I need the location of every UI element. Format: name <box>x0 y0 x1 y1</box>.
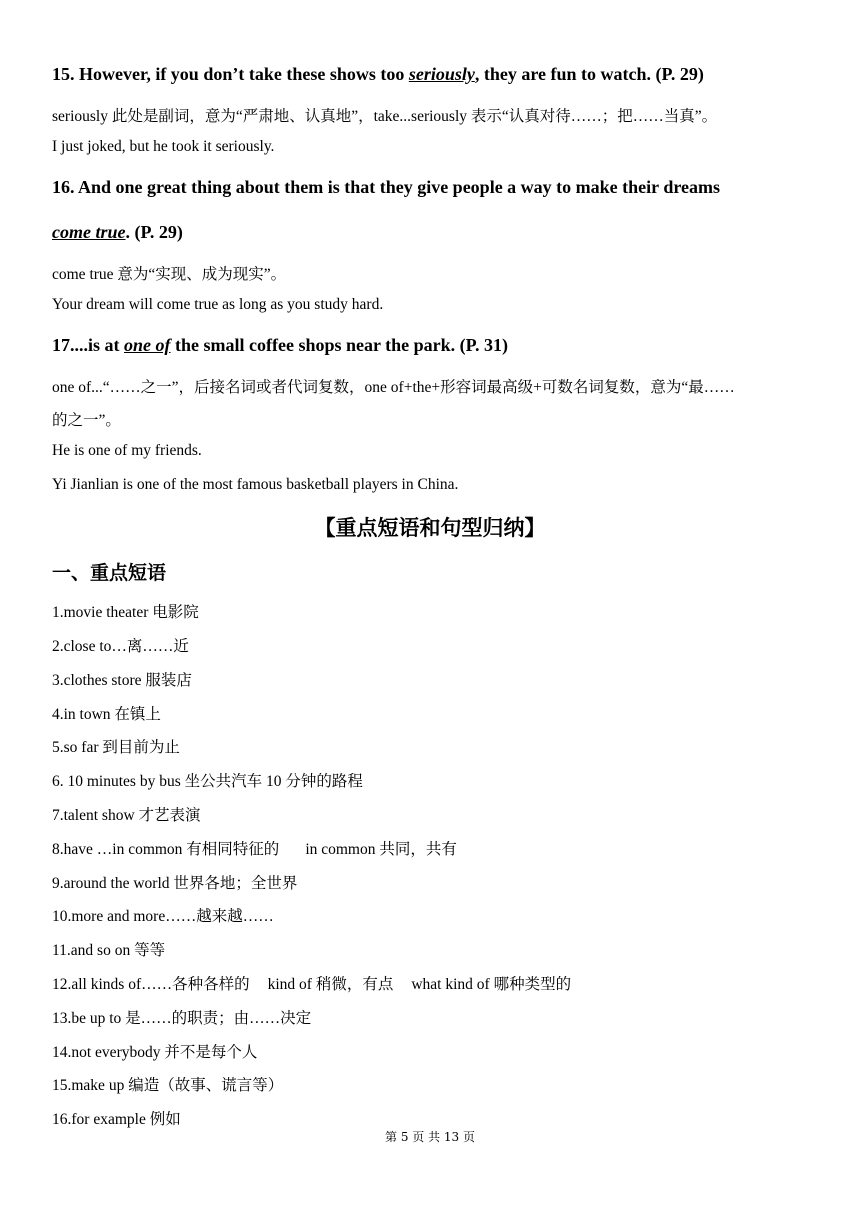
item-17-explanation-line2: 的之一”。 <box>52 412 121 429</box>
phrase-item-15: 15.make up 编造（故事、谎言等） <box>52 1077 284 1094</box>
phrase-item-2: 2.close to…离……近 <box>52 638 189 655</box>
key-phrase-seriously: seriously <box>408 64 475 84</box>
section-title: 【重点短语和句型归纳】 <box>314 516 546 540</box>
phrase-item-6: 6. 10 minutes by bus 坐公共汽车 10 分钟的路程 <box>52 773 363 790</box>
phrase-item-12: 12.all kinds of……各种各样的 kind of 稍微，有点 what kind of 哪种类型的 <box>52 976 572 993</box>
key-phrase-come-true: come true <box>52 222 126 242</box>
item-15-heading: 15. However, if you don’t take these shows too seriously, they are fun to watch. (P. 29) <box>52 64 704 84</box>
phrase-item-1: 1.movie theater 电影院 <box>52 604 199 621</box>
page-footer: 第 5 页 共 13 页 <box>385 1130 475 1144</box>
phrase-item-7: 7.talent show 才艺表演 <box>52 807 201 824</box>
phrase-item-4: 4.in town 在镇上 <box>52 706 161 723</box>
item-16-example: Your dream will come true as long as you study hard. <box>52 296 384 313</box>
subsection-title: 一、重点短语 <box>52 562 167 584</box>
phrase-item-13: 13.be up to 是……的职责；由……决定 <box>52 1010 312 1027</box>
item-17-example-1: He is one of my friends. <box>52 442 202 459</box>
phrase-item-5: 5.so far 到目前为止 <box>52 739 180 756</box>
item-17-example-2: Yi Jianlian is one of the most famous basketball players in China. <box>52 476 459 493</box>
phrase-item-3: 3.clothes store 服装店 <box>52 672 192 689</box>
item-16-heading-line1: 16. And one great thing about them is that they give people a way to make their dreams <box>52 177 720 197</box>
item-15-example: I just joked, but he took it seriously. <box>52 138 275 155</box>
phrase-item-10: 10.more and more……越来越…… <box>52 908 274 925</box>
item-17-explanation-line1: one of...“……之一”，后接名词或者代词复数，one of+the+形容词最高级+可数名词复数，意为“最…… <box>52 379 735 396</box>
phrase-item-8: 8.have …in common 有相同特征的 in common 共同，共有 <box>52 841 457 858</box>
phrase-item-14: 14.not everybody 并不是每个人 <box>52 1044 258 1061</box>
item-15-explanation: seriously 此处是副词，意为“严肃地、认真地”，take...seriously 表示“认真对待……；把……当真”。 <box>52 108 718 125</box>
phrase-item-9: 9.around the world 世界各地；全世界 <box>52 875 298 892</box>
phrase-item-11: 11.and so on 等等 <box>52 942 166 959</box>
phrase-item-16: 16.for example 例如 <box>52 1111 181 1128</box>
item-16-explanation: come true 意为“实现、成为现实”。 <box>52 266 287 283</box>
item-17-heading: 17....is at one of the small coffee shops near the park. (P. 31) <box>52 335 508 355</box>
key-phrase-one-of: one of <box>124 335 171 355</box>
item-16-heading-line2: come true. (P. 29) <box>52 222 183 242</box>
